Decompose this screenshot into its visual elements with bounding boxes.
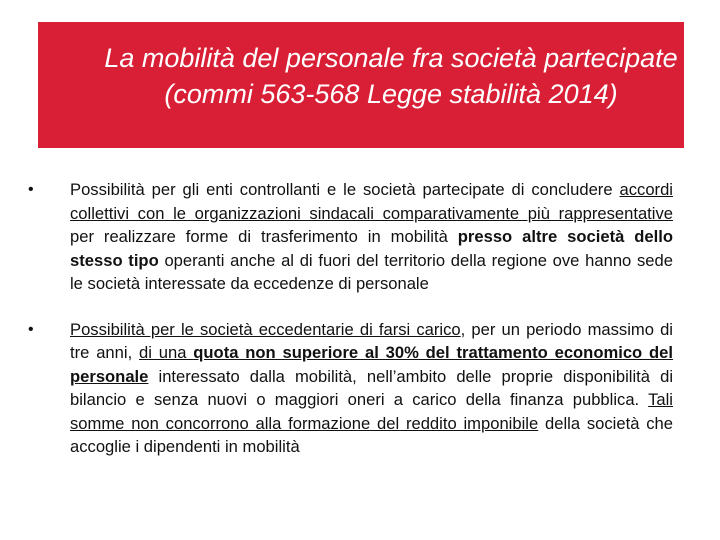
bullet-1-text: Possibilità per gli enti controllanti e le società partecipate di concludere [70, 180, 620, 199]
bullet-1-text-2: per realizzare forme di trasferimento in mobilità [70, 227, 458, 246]
slide-title: La mobilità del personale fra società partecipate (commi 563-568 Legge stabilità 2014) [104, 43, 678, 109]
bullet-dot-icon: • [28, 181, 34, 198]
bullet-2-text-3: della società che accoglie i dipendenti in mobilità [70, 413, 673, 456]
bullet-2-underlined-text: Possibilità per le società eccedentarie di farsi carico [70, 319, 461, 339]
bullet-dot-icon: • [28, 320, 34, 338]
bullet-item-1 [28, 178, 673, 296]
bullet-item-2 [28, 318, 673, 459]
bullet-2-underlined-text-3: Tali somme non concorrono alla formazione del reddito imponibile [70, 390, 673, 433]
bullet-1-text-3: operanti anche al di fuori del territorio della regione ove hanno sede le società interessate da eccedenze di personale [70, 250, 673, 293]
bullet-2-underlined-text-2: di una [139, 343, 194, 362]
bullet-1-underlined-text: accordi collettivi con le organizzazioni sindacali comparativamente più rappresentative [70, 180, 673, 223]
bullet-list [28, 178, 673, 481]
title-banner [38, 22, 684, 148]
bullet-2-text: , per un periodo massimo di tre anni, [70, 319, 673, 362]
bullet-1-bold-text: presso altre società dello stesso tipo [70, 227, 673, 270]
bullet-2-bold-text: quota non superiore al 30% del trattamento economico del personale [70, 343, 673, 386]
bullet-2-text-2: interessato dalla mobilità, nell’ambito delle proprie disponibilità di bilancio e senza nuovi o maggiori oneri a carico della finanza pubblica. [70, 366, 673, 409]
